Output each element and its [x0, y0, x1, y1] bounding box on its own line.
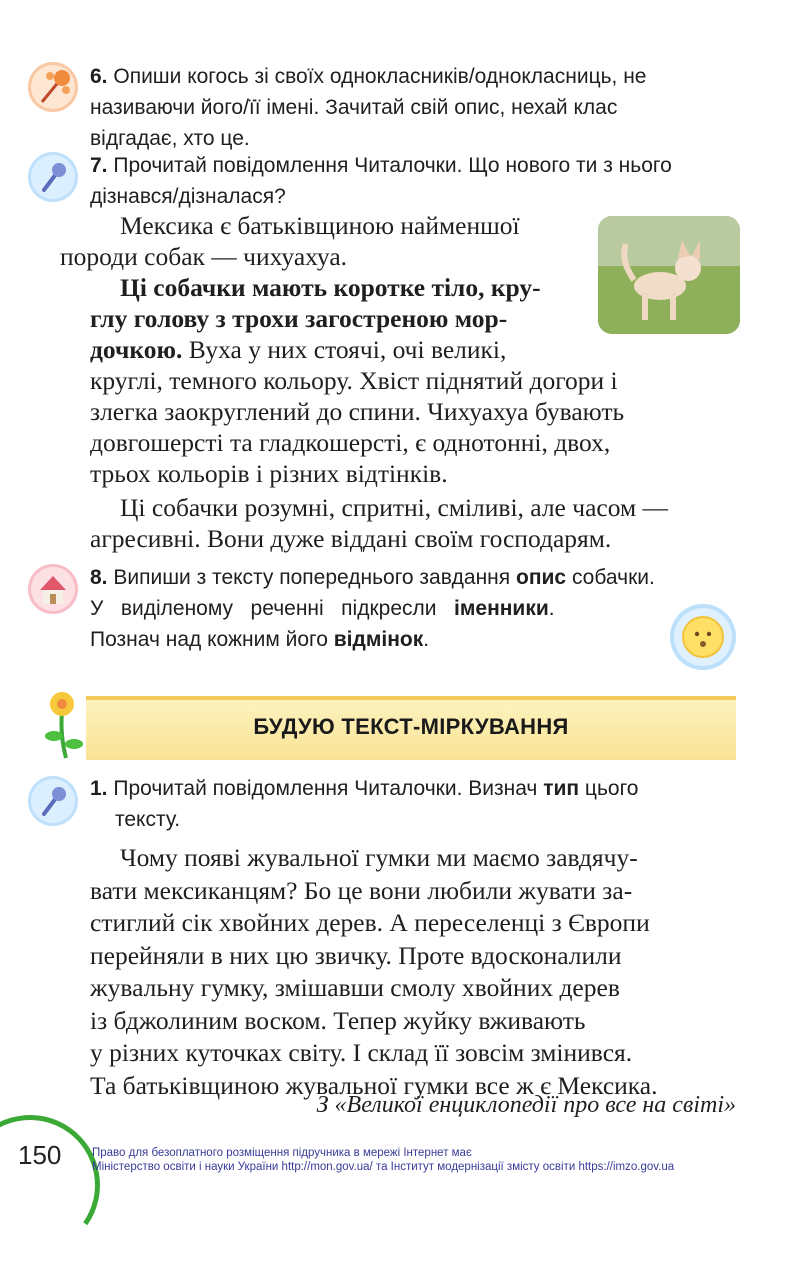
smiley-icon: [670, 604, 736, 670]
task-8-text: Познач над кожним його: [90, 628, 334, 651]
footer-line-2: Міністерство освіти і науки України http://mon.gov.ua/ та Інститут модернізації змісту освіти https://imzo.gov.ua: [92, 1161, 675, 1173]
section-banner: [86, 696, 736, 760]
microphone-icon: [28, 776, 78, 826]
task-8-text: .: [423, 628, 430, 651]
highlighted-sentence: Ці собачки мають коротке тіло, кру-: [120, 273, 541, 302]
task-6-line: називаючи його/її імені. Зачитай свій опис, нехай клас: [90, 96, 618, 119]
reading-2: [90, 842, 736, 1102]
reading-line: агресивні. Вони дуже віддані своїм господарям.: [90, 524, 612, 553]
reading-line: трьох кольорів і різних відтінків.: [90, 459, 448, 488]
magic-wand-icon: [28, 62, 78, 112]
reading-line: Чому появі жувальної гумки ми маємо завдячу-: [120, 843, 638, 872]
section-title: БУДУЮ ТЕКСТ-МІРКУВАННЯ: [253, 714, 569, 739]
task-8-text: собачки.: [566, 566, 655, 589]
reading-line: у різних куточках світу. І склад її зовсім змінився.: [90, 1038, 633, 1067]
reading-line: довгошерсті та гладкошерсті, є однотонні, двох,: [90, 428, 611, 457]
task-8-text: .: [548, 597, 555, 620]
reading-line: Та батьківщиною жувальної гумки все ж є Мексика.: [90, 1070, 658, 1100]
reading-paragraph-2: [90, 272, 580, 365]
reading-line: Ці собачки розумні, спритні, сміливі, але часом —: [120, 493, 668, 522]
reading-line: круглі, темного кольору. Хвіст піднятий догори і: [90, 366, 618, 395]
task-6: [90, 61, 736, 154]
task-7: [90, 150, 736, 212]
task-1-text: тексту.: [115, 808, 181, 831]
task-8-keyword: іменники: [454, 597, 549, 620]
task-8: [90, 562, 710, 655]
task-8-number: 8.: [90, 566, 108, 589]
task-1-text: Прочитай повідомлення Читалочки. Визнач: [113, 777, 544, 800]
task-7-number: 7.: [90, 154, 108, 177]
reading-line: із бджолиним воском. Тепер жуйку вживають: [90, 1005, 586, 1035]
reading-line: жувальну гумку, змішавши смолу хвойних дерев: [90, 973, 620, 1002]
task-1: [90, 773, 736, 835]
reading-line: вати мексиканцям? Бо це вони любили жувати за-: [90, 875, 633, 905]
task-6-line: відгадає, хто це.: [90, 127, 250, 150]
task-1-text: цього: [579, 777, 639, 800]
reading-line: перейняли в них цю звичку. Проте вдосконалили: [90, 940, 622, 970]
task-8-keyword: відмінок: [333, 628, 424, 651]
reading-line: злегка заокруглений до спини. Чихуахуа бувають: [90, 397, 625, 426]
task-1-number: 1.: [90, 777, 108, 800]
reading-paragraph-1: [60, 210, 580, 272]
reading-line: Вуха у них стоячі, очі великі,: [182, 335, 507, 364]
task-8-text: Випиши з тексту попереднього завдання: [113, 566, 516, 589]
task-8-text: У виділеному реченні підкресли: [90, 597, 455, 620]
flower-icon: [40, 690, 88, 760]
highlighted-sentence: глу голову з трохи загостреною мор-: [90, 304, 508, 333]
task-6-number: 6.: [90, 65, 108, 88]
source-citation: З «Великої енциклопедії про все на світі»: [316, 1092, 736, 1118]
page-number: 150: [18, 1140, 62, 1170]
reading-paragraph-2-cont: [90, 365, 736, 489]
house-icon: [28, 564, 78, 614]
task-7-line: Прочитай повідомлення Читалочки. Що нового ти з нього: [113, 154, 672, 177]
task-8-keyword: опис: [516, 566, 567, 589]
chihuahua-photo: [598, 216, 740, 334]
microphone-icon: [28, 152, 78, 202]
reading-line: породи собак — чихуахуа.: [60, 242, 348, 271]
task-6-line: Опиши когось зі своїх однокласників/однокласниць, не: [113, 65, 647, 88]
task-7-line: дізнався/дізналася?: [90, 185, 286, 208]
task-1-keyword: тип: [543, 777, 580, 800]
reading-line: стиглий сік хвойних дерев. А переселенці з Європи: [90, 908, 650, 937]
reading-line: Мексика є батьківщиною найменшої: [120, 211, 520, 240]
highlighted-sentence: дочкою.: [90, 335, 183, 364]
reading-paragraph-3: [90, 492, 736, 554]
footer-line-1: Право для безоплатного розміщення підручника в мережі Інтернет має: [92, 1147, 472, 1159]
